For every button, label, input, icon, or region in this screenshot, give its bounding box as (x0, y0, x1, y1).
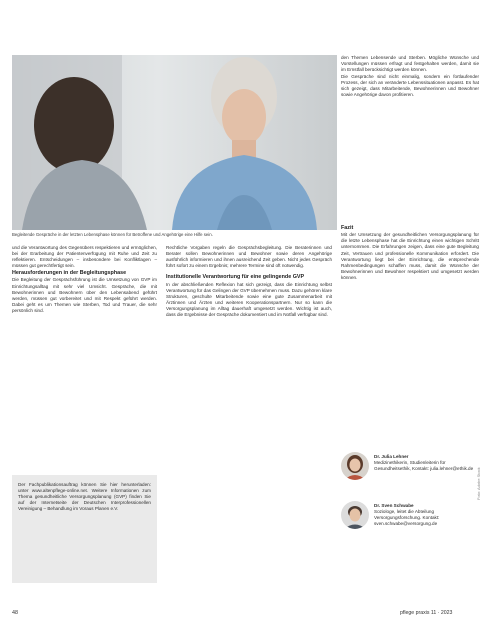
paragraph: In der abschließenden Reflexion hat sich gezeigt, dass die Einrichtung selbst Verantwortung für das Gelingen der GVP übernehmen muss. Dazu gehören klare Strukturen, geschulte Mitarbeitende sowie eine gute Zusammenarbeit mit Ärztinnen und Ärzten und weiteren Kooperationspartnern. Nur so kann die Versorgungsplanung im Alltag dauerhaft umgesetzt werden. Wichtig ist auch, dass die Ergebnisse der Gespräche dokumentiert und im Notfall verfügbar sind. (166, 281, 332, 318)
author-text: Medizinethikerin, Studienleiterin für Gesundheitsethik, Kontakt: julia.lehner@ethik.de (374, 460, 474, 472)
column-1 (12, 245, 157, 315)
author-name: Dr. Sven Schwabe (374, 503, 414, 508)
paragraph: Rechtliche Vorgaben regeln die Gesprächsbegleitung. Die Beraterinnen und Berater sollen Bewohnerinnen und Bewohner sowie deren Angehörige ausführlich informieren und ihnen ausreichend Zeit geben. Nicht jedes Gespräch führt sofort zu einem Ergebnis; mehrere Termine sind oft notwendig. (166, 245, 332, 269)
paragraph: Mit der Umsetzung der gesundheitlichen Versorgungsplanung für die letzte Lebensphase hat die Einrichtung einen wichtigen Schritt unternommen. Die Erfahrungen zeigen, dass eine gute Begleitung Zeit, Vertrauen und professionelle Kommunikation erfordert. Die Verantwortung liegt bei der Einrichtung, die entsprechende Rahmenbedingungen schaffen muss, damit die Wünsche der Bewohnerinnen und Bewohner respektiert und umgesetzt werden können. (341, 232, 479, 280)
paragraph: den Themen Lebensende und Sterben. Mögliche Wünsche und Vorstellungen müssen erfragt und festgehalten werden, damit sie im Ernstfall berücksichtigt werden können. (341, 55, 479, 73)
author-text: Soziologe, leitet die Abteilung Versorgungsforschung. Kontakt: sven.schwabe@versorgung.de (374, 509, 440, 527)
author-name: Dr. Julia Lehner (374, 454, 409, 459)
conversation-photo (12, 55, 337, 230)
info-box (12, 475, 157, 583)
column-2 (166, 245, 332, 319)
info-box-text: Der Fachpublikationsauftrag können Sie hier herunterladen: unter www.altenpflege-online.net. Weitere Informationen zum Thema gesundheitliche Versorgungsplanung (GVP) finden Sie auf der Internetseite der Deutschen Interprofessionellen Vereinigung – Behandlung im Voraus Planen e.V. (18, 482, 151, 512)
article-photo (12, 55, 337, 230)
paragraph: und die Verantwortung des Gegenübers respektieren und ermöglichen, bei der Erarbeitung der Patientenverfügung mit Ruhe und Zeit zu reflektieren. Entscheidungen – insbesondere bei Konfliktlagen – müssen gut gerechtfertigt sein. (12, 245, 157, 269)
paragraph: Die Begleitung der Gesprächsführung ist die Umsetzung von GVP im Einrichtungsalltag mit sehr viel Umsicht. Gespräche, die mit Bewohnerinnen und Bewohnern über den Lebensabend geführt werden, müssen gut vorbereitet und mit Respekt geführt werden. Dabei geht es um Themen wie Sterben, Tod und Trauer, die sehr persönlich sind. (12, 277, 157, 313)
photo-caption: Begleitende Gespräche in der letzten Lebensphase können für Betroffene und Angehörige eine Hilfe sein. (12, 232, 213, 237)
page-number: 48 (12, 610, 18, 616)
avatar (341, 452, 369, 480)
section-heading: Institutionelle Verantwortung für eine gelingende GVP (166, 274, 305, 281)
author-bio (374, 503, 479, 527)
section-heading: Herausforderungen in der Begleitungsphase (12, 270, 127, 277)
avatar (341, 501, 369, 529)
author-bio (374, 454, 479, 472)
author-card (341, 501, 479, 545)
section-heading: Fazit (341, 225, 354, 231)
column-3 (341, 55, 479, 99)
column-3-fazit (341, 225, 479, 282)
journal-footer: pflege praxis 11 · 2023 (400, 610, 453, 616)
author-card (341, 452, 479, 496)
paragraph: Die Gespräche sind nicht einmalig, sondern ein fortlaufender Prozess, der sich an veränderte Lebenssituationen anpasst. Es hat sich gezeigt, dass Mitarbeitende, Bewohnerinnen und Bewohner sowie Angehörige davon profitieren. (341, 74, 479, 98)
photo-credit: Foto: Adobe Stock (476, 467, 481, 500)
